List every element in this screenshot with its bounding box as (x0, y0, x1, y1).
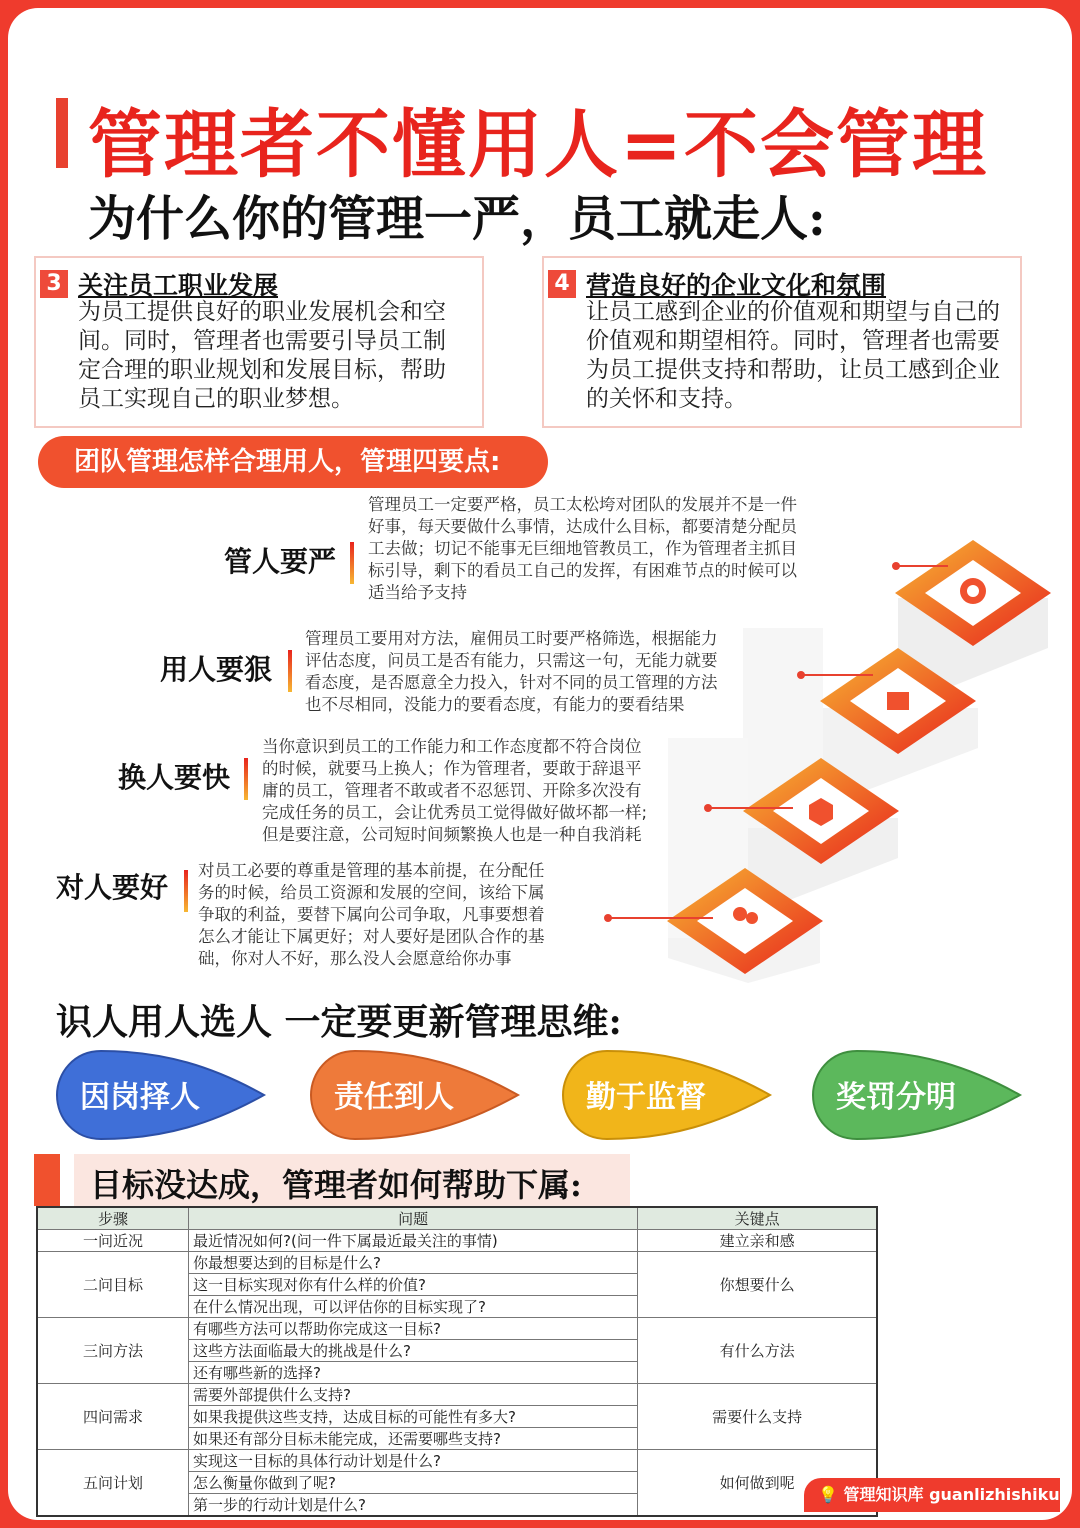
step-cell: 三问方法 (37, 1318, 189, 1384)
rule-title: 用人要狠 (160, 653, 273, 686)
rule-accent-bar (350, 542, 354, 584)
table-row (37, 1384, 877, 1406)
step-cell: 五问计划 (37, 1450, 189, 1517)
rule-description: 管理员工要用对方法，雇佣员工时要严格筛选，根据能力 评估态度，问员工是否有能力，只需这一句，无能力就要 看态度，是否愿意全力投入，针对不同的员工管理的方法 也不尽相同，没能力的要看态度，有能力的要看结果 (305, 629, 718, 714)
key-point-cell: 你想要什么 (638, 1252, 877, 1318)
concept-pill: 因岗择人 (54, 1048, 269, 1142)
rule-description: 对员工必要的尊重是管理的基本前提，在分配任 务的时候，给员工资源和发展的空间，该给下属 争取的利益，要替下属向公司争取，凡事要想着 怎么才能让下属更好；对人要好是团队合作的基 础，你对人不好，那么没人会愿意给你办事 (198, 861, 545, 968)
lightbulb-icon: 💡 (818, 1485, 838, 1504)
key-point-cell: 需要什么支持 (638, 1384, 877, 1450)
brand-text: 管理知识库 guanlizhishiku (843, 1485, 1060, 1504)
tip-description: 为员工提供良好的职业发展机会和空 间。同时，管理者也需要引导员工制 定合理的职业规划和发展目标，帮助 员工实现自己的职业梦想。 (78, 299, 446, 412)
step-cell: 一问近况 (37, 1230, 189, 1252)
coaching-steps-table (36, 1206, 878, 1517)
tip-box-4 (542, 256, 1022, 428)
rule-description: 管理员工一定要严格，员工太松垮对团队的发展并不是一件 好事，每天要做什么事情，达成什么目标，都要清楚分配员 工去做；切记不能事无巨细地管教员工，作为管理者主抓目 标引导，剩下的看员工自己的发挥，有困难节点的时候可以 适当给予支持 (368, 495, 797, 602)
column-header: 问题 (189, 1207, 638, 1230)
question-cell: 实现这一目标的具体行动计划是什么? (189, 1450, 638, 1472)
tip-box-3 (34, 256, 484, 428)
title-accent-bar (56, 98, 68, 168)
rule-title: 对人要好 (56, 871, 169, 904)
table-row (37, 1450, 877, 1472)
section-banner: 团队管理怎样合理用人，管理四要点: (38, 436, 548, 488)
question-cell: 在什么情况出现，可以评估你的目标实现了? (189, 1296, 638, 1318)
column-header: 步骤 (37, 1207, 189, 1230)
question-cell: 如果还有部分目标未能完成，还需要哪些支持? (189, 1428, 638, 1450)
table-header-row (37, 1207, 877, 1230)
page-title: 管理者不懂用人=不会管理 (88, 102, 989, 188)
table-row (37, 1318, 877, 1340)
rule-description: 当你意识到员工的工作能力和工作态度都不符合岗位 的时候，就要马上换人；作为管理者，要敢于辞退平 庸的员工，管理者不敢或者不忍惩罚、开除多次没有 完成任务的员工，会让优秀员工觉得做好做坏都一样; 但是要注意，公司短时间频繁换人也是一种自我消耗 (262, 737, 648, 844)
key-point-cell: 建立亲和感 (638, 1230, 877, 1252)
page-subtitle: 为什么你的管理一严，员工就走人: (88, 191, 826, 247)
tip-number-badge: 3 (40, 270, 68, 298)
rule-accent-bar (184, 870, 188, 912)
concept-pill: 奖罚分明 (810, 1048, 1025, 1142)
rule-title: 换人要快 (118, 761, 231, 794)
question-cell: 如果我提供这些支持，达成目标的可能性有多大? (189, 1406, 638, 1428)
section-heading: 识人用人选人 一定要更新管理思维: (56, 1001, 622, 1043)
tip-description: 让员工感到企业的价值观和期望与自己的 价值观和期望相符。同时，管理者也需要 为员工提供支持和帮助，让员工感到企业 的关怀和支持。 (586, 299, 1000, 412)
concept-pill: 勤于监督 (560, 1048, 775, 1142)
step-cell: 四问需求 (37, 1384, 189, 1450)
question-cell: 第一步的行动计划是什么? (189, 1494, 638, 1517)
step-cell: 二问目标 (37, 1252, 189, 1318)
table-row (37, 1230, 877, 1252)
question-cell: 怎么衡量你做到了呢? (189, 1472, 638, 1494)
column-header: 关键点 (638, 1207, 877, 1230)
key-point-cell: 如何做到呢 (638, 1450, 877, 1517)
question-cell: 这些方法面临最大的挑战是什么? (189, 1340, 638, 1362)
concept-pill: 责任到人 (308, 1048, 523, 1142)
rule-accent-bar (288, 650, 292, 692)
medal-icon-tile (895, 540, 1051, 646)
rule-accent-bar (244, 758, 248, 800)
people-icon-tile (667, 868, 823, 974)
rule-title: 管人要严 (224, 545, 337, 578)
question-cell: 最近情况如何?(问一件下属最近最关注的事情) (189, 1230, 638, 1252)
tip-title: 关注员工职业发展 (78, 271, 279, 300)
question-cell: 有哪些方法可以帮助你完成这一目标? (189, 1318, 638, 1340)
question-cell: 你最想要达到的目标是什么? (189, 1252, 638, 1274)
tip-number-badge: 4 (548, 270, 576, 298)
question-cell: 还有哪些新的选择? (189, 1362, 638, 1384)
question-cell: 这一目标实现对你有什么样的价值? (189, 1274, 638, 1296)
brand-watermark (804, 1478, 1060, 1512)
key-point-cell: 有什么方法 (638, 1318, 877, 1384)
section-accent-bar (34, 1154, 60, 1206)
lightning-shield-icon-tile (743, 758, 899, 864)
section-heading: 目标没达成，管理者如何帮助下属: (90, 1166, 582, 1204)
page-card (8, 8, 1072, 1520)
question-cell: 需要外部提供什么支持? (189, 1384, 638, 1406)
table-row (37, 1252, 877, 1274)
box-icon-tile (820, 648, 976, 754)
tip-title: 营造良好的企业文化和氛围 (586, 271, 887, 300)
